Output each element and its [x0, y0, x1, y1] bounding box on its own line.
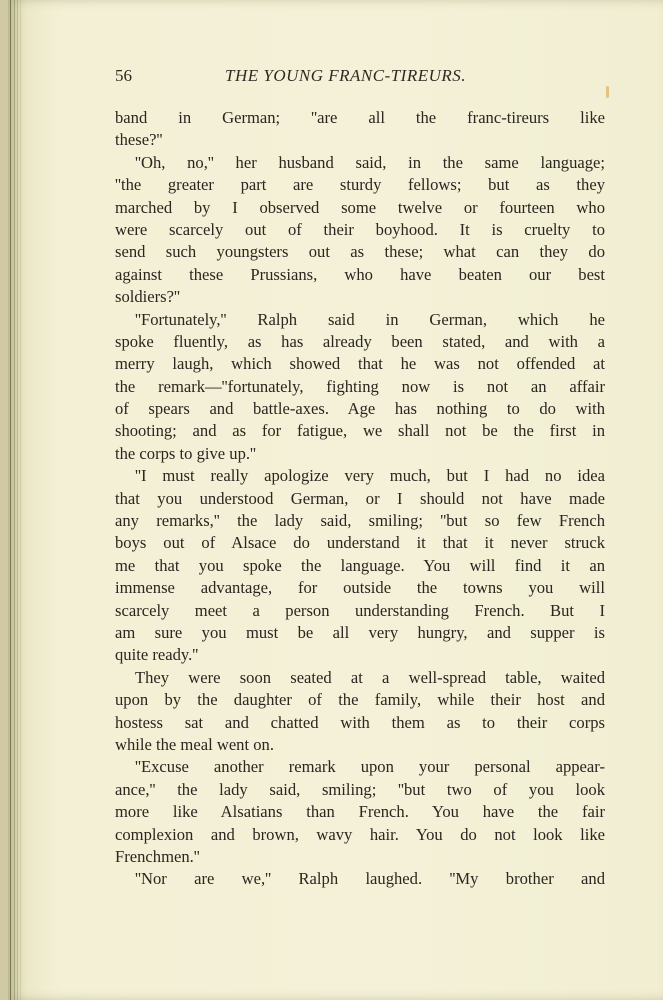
text-line: against these Prussians, who have beaten our best — [115, 264, 605, 284]
text-line: quite ready.'' — [115, 645, 199, 665]
spine-line — [10, 0, 11, 1000]
body-text — [115, 107, 605, 891]
paper-blemish — [606, 86, 609, 98]
text-line: scarcely meet a person understanding French. But I — [115, 600, 605, 620]
running-title: THE YOUNG FRANC-TIREURS. — [225, 66, 467, 85]
text-line: hostess sat and chatted with them as to their corps — [115, 712, 605, 732]
text-line: ''Fortunately,'' Ralph said in German, which he — [135, 309, 605, 329]
text-line: complexion and brown, wavy hair. You do not look like — [115, 824, 605, 844]
text-line: were scarcely out of their boyhood. It is cruelty to — [115, 219, 605, 239]
text-line: am sure you must be all very hungry, and supper is — [115, 622, 605, 642]
text-line: the remark—''fortunately, fighting now is not an affair — [115, 376, 605, 396]
text-line: ''Excuse another remark upon your personal appear- — [135, 757, 605, 777]
text-line: the corps to give up.'' — [115, 443, 257, 463]
text-line: while the meal went on. — [115, 734, 274, 754]
text-line: send such youngsters out as these; what can they do — [115, 242, 605, 262]
text-line: soldiers?'' — [115, 287, 180, 307]
text-line: boys out of Alsace do understand it that it never struck — [115, 533, 605, 553]
spine-line — [14, 0, 15, 1000]
text-line: immense advantage, for outside the towns you will — [115, 578, 605, 598]
text-line: band in German; ''are all the franc-tireurs like — [115, 108, 605, 127]
text-line: that you understood German, or I should not have made — [115, 488, 605, 508]
text-line: spoke fluently, as has already been stated, and with a — [115, 331, 605, 351]
text-line: ''Nor are we,'' Ralph laughed. ''My brother and — [135, 869, 605, 889]
text-line: marched by I observed some twelve or fourteen who — [115, 197, 605, 217]
text-line: of spears and battle-axes. Age has nothing to do with — [115, 399, 605, 419]
text-line: They were soon seated at a well-spread table, waited — [135, 667, 605, 687]
text-line: shooting; and as for fatigue, we shall not be the first in — [115, 421, 605, 441]
page-header — [115, 66, 605, 90]
text-line: ''I must really apologize very much, but I had no idea — [135, 466, 605, 486]
spine-line — [17, 0, 18, 1000]
text-line: upon by the daughter of the family, while their host and — [115, 690, 605, 710]
text-line: Frenchmen.'' — [115, 846, 200, 866]
text-line: more like Alsatians than French. You have the fair — [115, 802, 605, 822]
text-line: these?'' — [115, 130, 163, 150]
text-line: merry laugh, which showed that he was not offended at — [115, 354, 605, 374]
text-line: me that you spoke the language. You will find it an — [115, 555, 605, 575]
text-line: ''the greater part are sturdy fellows; but as they — [115, 175, 605, 195]
text-line: ance,'' the lady said, smiling; ''but two of you look — [115, 779, 605, 799]
text-line: ''Oh, no,'' her husband said, in the same language; — [135, 152, 605, 172]
spine-line — [20, 0, 21, 1000]
page-number: 56 — [115, 66, 132, 85]
text-line: any remarks,'' the lady said, smiling; ''but so few French — [115, 511, 605, 531]
